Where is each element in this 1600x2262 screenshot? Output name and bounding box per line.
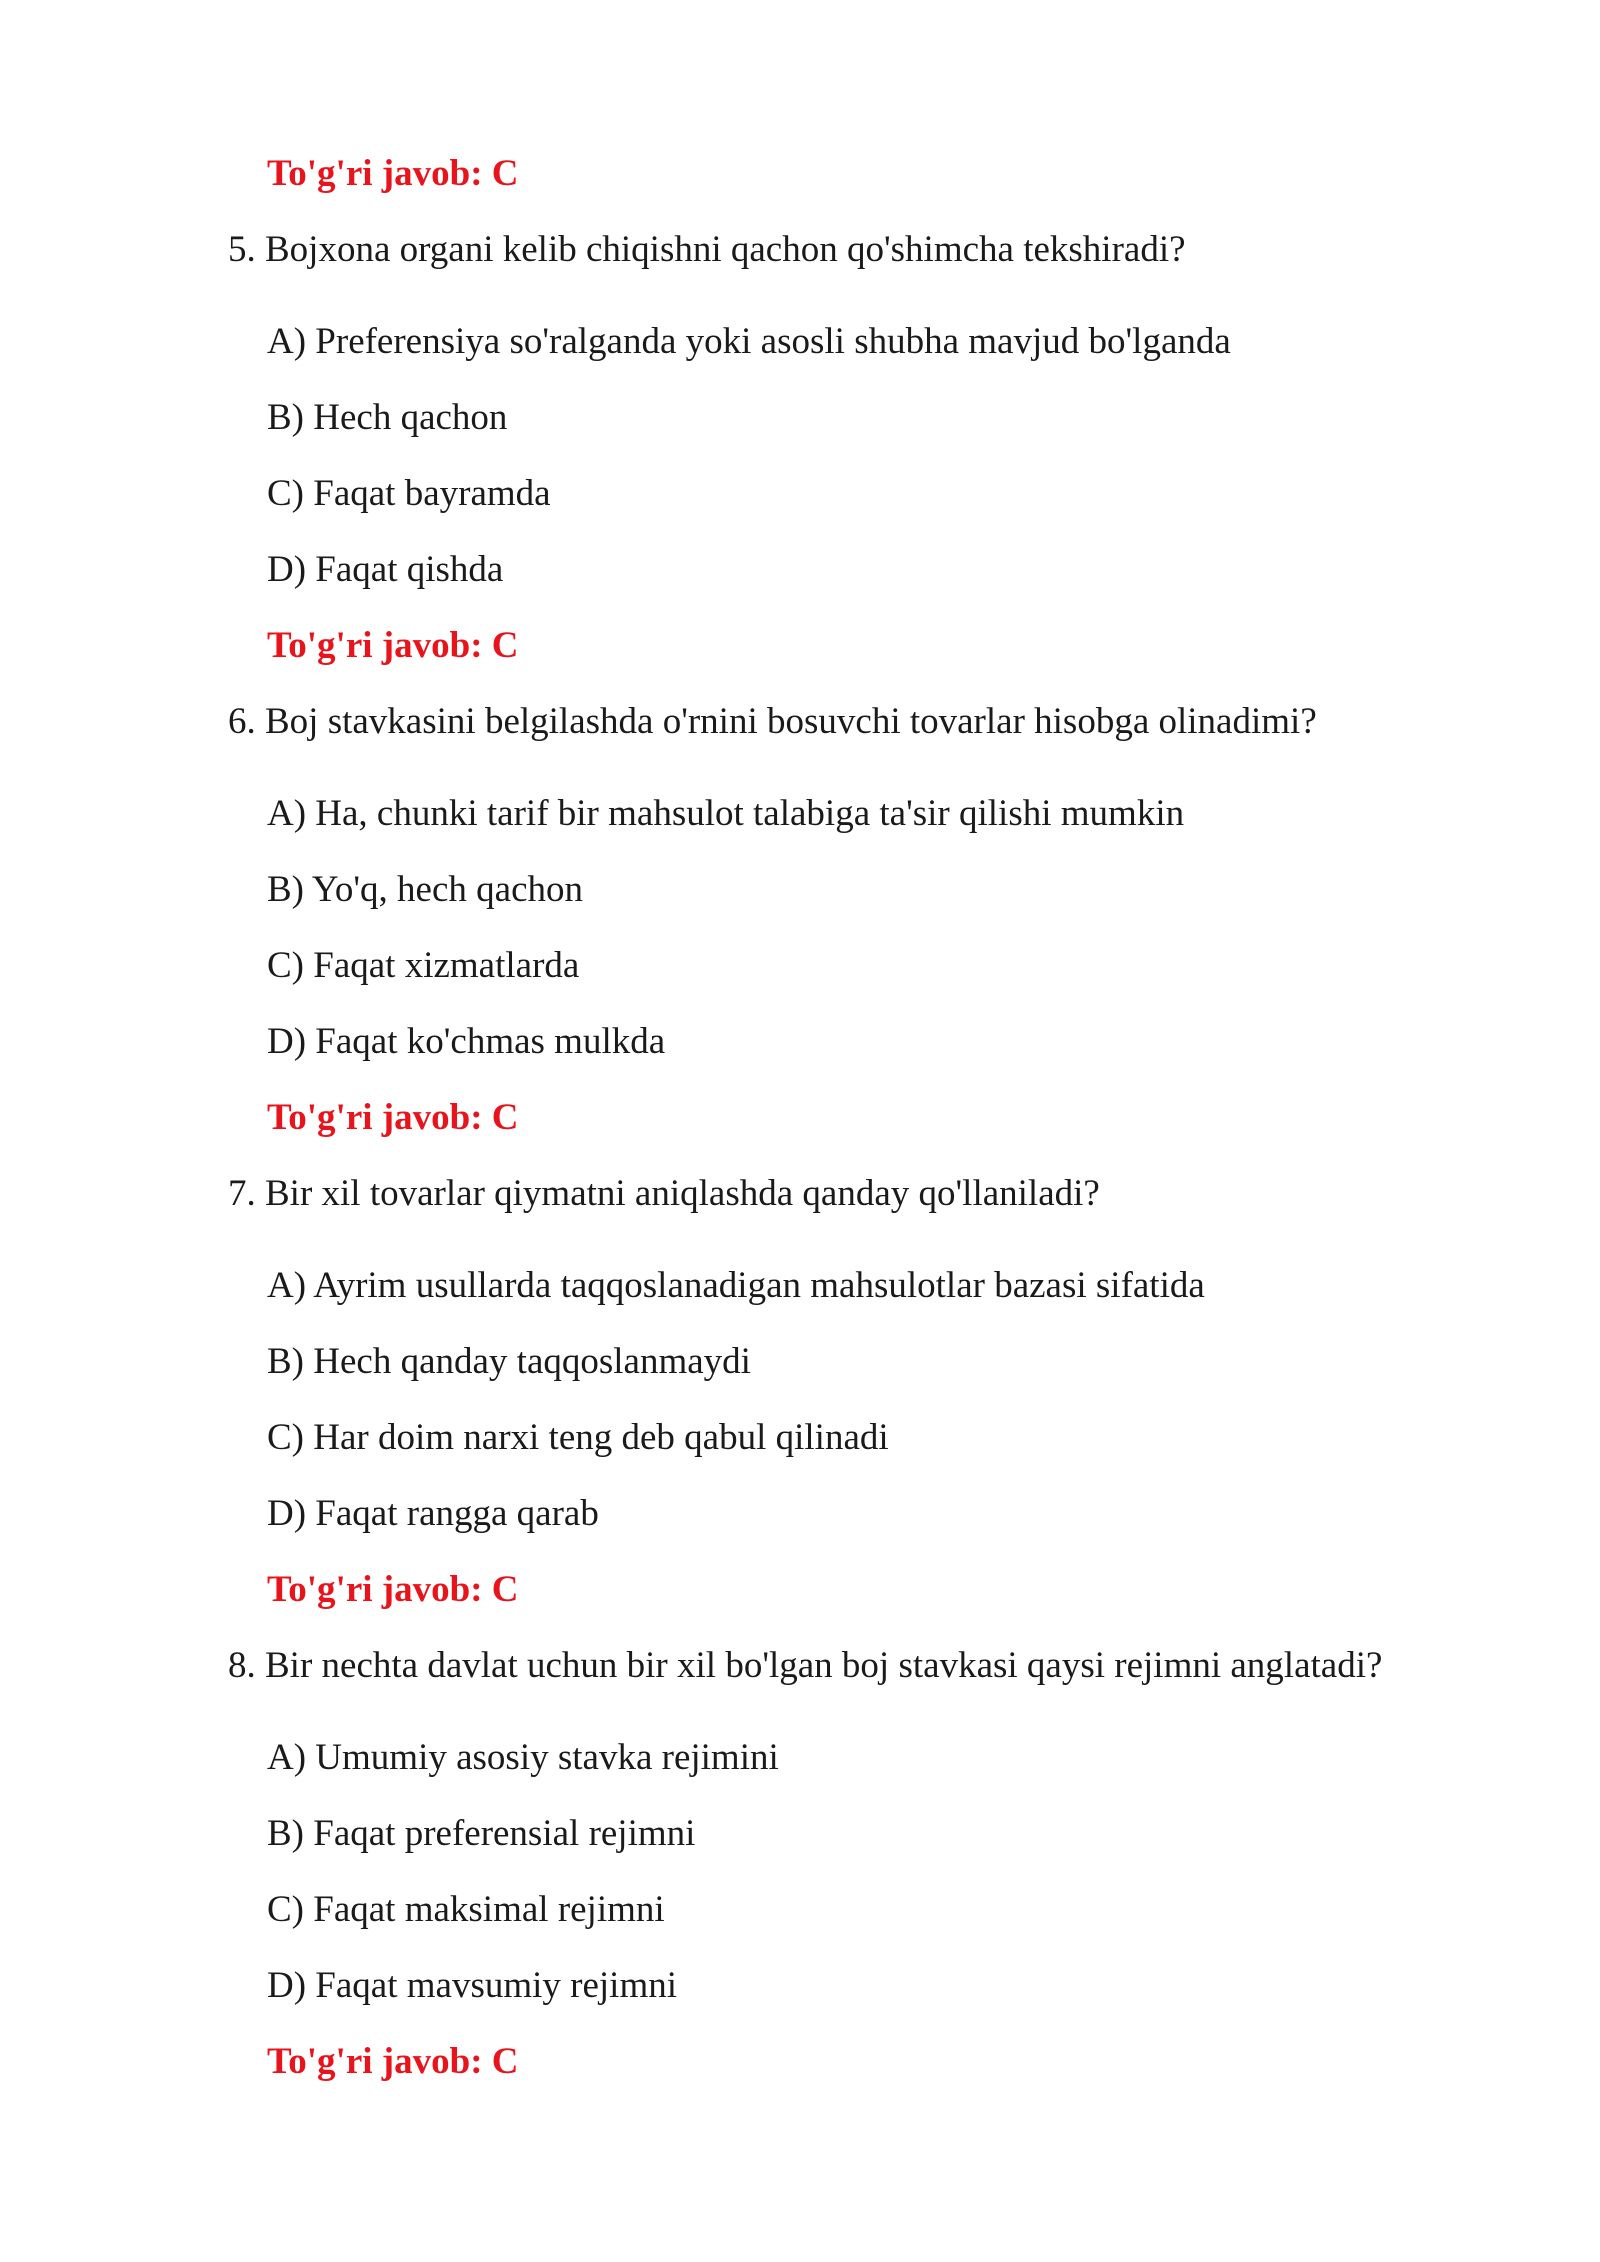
option-b: B) Faqat preferensial rejimni: [267, 1813, 696, 1854]
option-a: A) Preferensiya so'ralganda yoki asosli shubha mavjud bo'lganda: [267, 321, 1231, 362]
option-a: A) Ayrim usullarda taqqoslanadigan mahsulotlar bazasi sifatida: [267, 1265, 1205, 1306]
option-c: C) Faqat xizmatlarda: [267, 945, 580, 986]
correct-answer-label: To'g'ri javob: C: [267, 625, 519, 666]
option-d: D) Faqat ko'chmas mulkda: [267, 1021, 666, 1062]
option-b: B) Hech qanday taqqoslanmaydi: [267, 1341, 751, 1382]
option-a: A) Umumiy asosiy stavka rejimini: [267, 1737, 779, 1778]
option-b: B) Yo'q, hech qachon: [267, 869, 583, 910]
option-b: B) Hech qachon: [267, 397, 508, 438]
option-c: C) Faqat bayramda: [267, 473, 551, 514]
option-d: D) Faqat qishda: [267, 549, 504, 590]
question-text: 7. Bir xil tovarlar qiymatni aniqlashda qanday qo'llaniladi?: [228, 1173, 1100, 1214]
option-c: C) Faqat maksimal rejimni: [267, 1889, 665, 1930]
option-d: D) Faqat mavsumiy rejimni: [267, 1965, 678, 2006]
question-text: 8. Bir nechta davlat uchun bir xil bo'lgan boj stavkasi qaysi rejimni anglatadi?: [228, 1645, 1383, 1686]
question-text: 6. Boj stavkasini belgilashda o'rnini bosuvchi tovarlar hisobga olinadimi?: [228, 701, 1317, 742]
option-a: A) Ha, chunki tarif bir mahsulot talabiga ta'sir qilishi mumkin: [267, 793, 1185, 834]
option-d: D) Faqat rangga qarab: [267, 1493, 599, 1534]
correct-answer-label: To'g'ri javob: C: [267, 1569, 519, 1610]
correct-answer-label: To'g'ri javob: C: [267, 153, 519, 194]
question-text: 5. Bojxona organi kelib chiqishni qachon qo'shimcha tekshiradi?: [228, 229, 1186, 270]
correct-answer-label: To'g'ri javob: C: [267, 1097, 519, 1138]
correct-answer-label: To'g'ri javob: C: [267, 2041, 519, 2082]
option-c: C) Har doim narxi teng deb qabul qilinadi: [267, 1417, 889, 1458]
